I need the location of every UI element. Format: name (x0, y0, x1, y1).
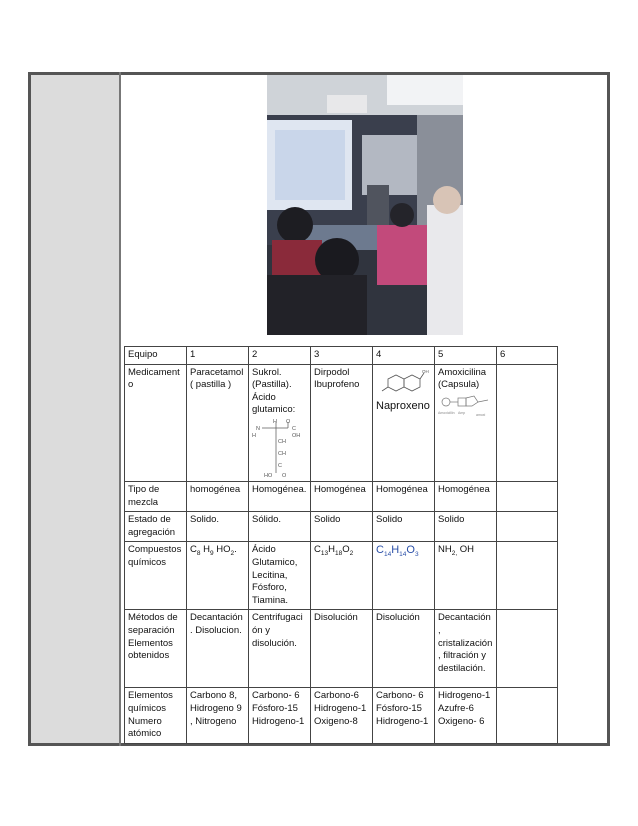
formula-subscript: 2 (349, 550, 354, 558)
table-cell (497, 688, 558, 744)
cell-text: Sukrol. (Pastilla). Ácido glutamico: (252, 366, 296, 416)
table-cell: Carbono-6 Hidrogeno-1 Oxigeno-8 (311, 688, 373, 744)
table-cell: homogénea (187, 481, 249, 511)
table-row (125, 512, 558, 542)
table-row (125, 688, 558, 744)
table-cell: Dirpodol Ibuprofeno (311, 364, 373, 481)
table-row (125, 610, 558, 688)
table-cell (435, 364, 497, 481)
table-cell: Solido (311, 512, 373, 542)
formula-subscript: 9 (210, 550, 214, 558)
formula-part: HO (213, 544, 231, 556)
svg-text:OH: OH (292, 432, 301, 439)
svg-text:N: N (256, 425, 260, 432)
table-cell: Carbono- 6 Fósforo-15 Hidrogeno-1 (373, 688, 435, 744)
formula-subscript: 14 (399, 551, 407, 559)
svg-text:H: H (252, 432, 256, 439)
table-cell: Homogénea (373, 481, 435, 511)
table-cell: Centrifugación y disolución. (249, 610, 311, 688)
formula-part: C (190, 544, 197, 556)
svg-text:O: O (282, 472, 287, 479)
formula-part: H (328, 544, 335, 556)
table-cell: Solido (373, 512, 435, 542)
formula-part: O (406, 544, 415, 557)
formula-part: NH (438, 544, 452, 556)
formula-subscript: 2 (230, 550, 235, 558)
formula-cell (311, 542, 373, 610)
svg-text:H: H (273, 418, 277, 425)
row-label: Medicamento (125, 364, 187, 481)
table-cell (497, 481, 558, 511)
table-cell (249, 364, 311, 481)
table-cell: Homogénea (435, 481, 497, 511)
results-table (124, 346, 558, 744)
row-label: Tipo de mezcla (125, 481, 187, 511)
table-cell: Solido. (187, 512, 249, 542)
formula-subscript: 13 (320, 550, 329, 558)
table-cell: Carbono 8, Hidrogeno 9 , Nitrogeno (187, 688, 249, 744)
frame-divider (119, 72, 121, 746)
formula-cell (187, 542, 249, 610)
header-cell: 2 (249, 347, 311, 365)
row-label: Estado de agregación (125, 512, 187, 542)
formula-part: C (376, 544, 384, 557)
table-cell: Disolución (311, 610, 373, 688)
formula-subscript: 18 (334, 550, 343, 558)
table-cell (373, 364, 435, 481)
svg-text:Amp: Amp (458, 410, 466, 415)
classroom-photo (267, 75, 463, 335)
svg-text:HO: HO (264, 472, 273, 479)
header-cell: 6 (497, 347, 558, 365)
table-cell (497, 610, 558, 688)
formula-part: OH (457, 544, 475, 556)
formula-cell (435, 542, 497, 610)
formula-part: H (200, 544, 210, 556)
header-cell: Equipo (125, 347, 187, 365)
svg-text:CH: CH (278, 438, 286, 445)
svg-text:C: C (292, 425, 296, 432)
table-row (125, 481, 558, 511)
table-cell: Carbono- 6 Fósforo-15 Hidrogeno-1 (249, 688, 311, 744)
naproxen-label: Naproxeno (376, 399, 430, 412)
svg-text:Amoxicillin: Amoxicillin (438, 410, 455, 415)
formula-subscript: 2, (451, 550, 458, 558)
formula-part: C (314, 544, 321, 556)
table-cell: Homogénea (311, 481, 373, 511)
left-margin-cell (31, 75, 119, 743)
table-cell (497, 512, 558, 542)
table-cell: Disolución (373, 610, 435, 688)
table-header-row (125, 347, 558, 365)
formula-subscript: 8 (196, 550, 201, 558)
cell-text: Amoxicilina (Capsula) (438, 366, 487, 391)
table-cell: Paracetamol ( pastilla ) (187, 364, 249, 481)
svg-text:amoxi: amoxi (476, 412, 486, 417)
table-cell (497, 542, 558, 610)
glutamic-acid-structure-icon (252, 419, 306, 479)
table-cell: Decantación. Disolucion. (187, 610, 249, 688)
formula-part: O (342, 544, 350, 556)
table-cell: Sólido. (249, 512, 311, 542)
table-cell: Ácido Glutamico, Lecitina, Fósforo, Tiamina. (249, 542, 311, 610)
table-row (125, 364, 558, 481)
svg-text:CH: CH (278, 450, 286, 457)
table-cell: Solido (435, 512, 497, 542)
row-label: Compuestos químicos (125, 542, 187, 610)
svg-text:OH: OH (422, 368, 429, 374)
naproxen-structure-icon (376, 369, 428, 399)
table-row (125, 542, 558, 610)
svg-text:C: C (278, 462, 282, 469)
header-cell: 1 (187, 347, 249, 365)
formula-cell (373, 542, 435, 610)
frame-left-border (28, 72, 31, 746)
classroom-photo-icon (267, 75, 463, 335)
header-cell: 4 (373, 347, 435, 365)
header-cell: 5 (435, 347, 497, 365)
row-label: Métodos de separación Elementos obtenidos (125, 610, 187, 688)
table-cell: Homogénea. (249, 481, 311, 511)
table-cell (497, 364, 558, 481)
formula-subscript: 14 (383, 551, 392, 559)
table-cell: Hidrogeno-1 Azufre-6 Oxigeno- 6 (435, 688, 497, 744)
formula-subscript: 3 (414, 551, 419, 559)
svg-text:O: O (286, 418, 291, 425)
formula-part: H (391, 544, 400, 557)
amoxicillin-structure-icon (438, 394, 496, 420)
row-label: Elementos químicos Numero atómico (125, 688, 187, 744)
header-cell: 3 (311, 347, 373, 365)
table-cell: Decantación, cristalización, filtración y destilación. (435, 610, 497, 688)
frame-right-border (607, 72, 610, 746)
formula-part: . (234, 544, 237, 556)
